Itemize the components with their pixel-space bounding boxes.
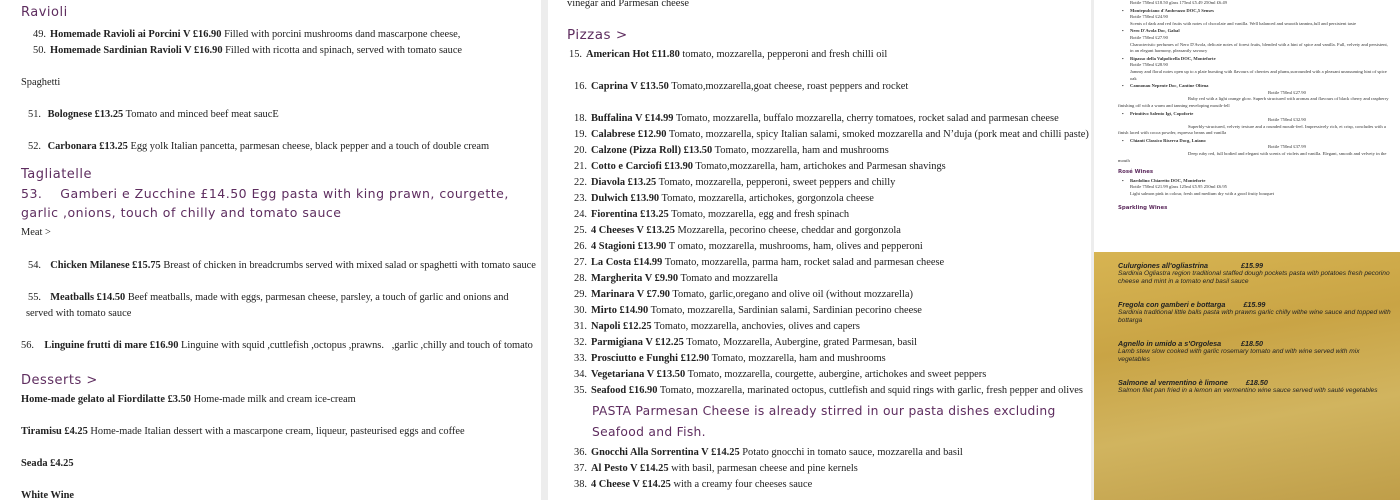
menu-item — [21, 338, 533, 354]
item-number: 27. — [574, 257, 587, 268]
white-wine-heading-cut: White Wine — [21, 490, 75, 500]
item-name: Marinara V £7.90 — [591, 289, 670, 300]
wine-name: • Ripasso della Valpolicella DOC, Monteforte — [1118, 56, 1390, 63]
rose-wines-heading: Rosé Wines — [1118, 169, 1154, 176]
item-number: 16. — [574, 81, 587, 92]
item-desc: Tomato, mozzarella, anchovies, olives and capers — [654, 321, 860, 332]
menu-item — [21, 139, 527, 155]
item-number: 37. — [574, 463, 587, 474]
dish-price: £15.99 — [1243, 300, 1266, 309]
item-desc: Tomato, mozzarella, buffalo mozzarella, cherry tomatoes, rocket salad and parmesan cheese — [675, 113, 1059, 124]
menu-item — [572, 159, 1081, 175]
menu-item — [572, 367, 1081, 383]
item-desc: Filled with porcini mushrooms dand mascarpone cheese, — [224, 29, 461, 40]
item-number: 25. — [574, 225, 587, 236]
item-desc: Tomato, mozzarella, Sardinian salami, Sardinian pecorino cheese — [650, 305, 922, 316]
spaghetti-label: Spaghetti — [21, 77, 61, 88]
item-name: Tiramisu £4.25 — [21, 426, 88, 437]
item-desc: Potato gnocchi in tomato sauce, mozzarella and basil — [742, 447, 963, 458]
item-number: 21. — [574, 161, 587, 172]
item-name: Al Pesto V £14.25 — [591, 463, 669, 474]
item-desc: Tomato, mozzarella, egg and fresh spinach — [671, 209, 850, 220]
item-name: 4 Cheeses V £13.25 — [591, 225, 675, 236]
item-desc: Tomato, garlic,oregano and olive oil (without mozzarella) — [672, 289, 913, 300]
dish-price: £18.50 — [1241, 339, 1263, 348]
menu-item — [572, 79, 1081, 95]
item-number: 22. — [574, 177, 587, 188]
item-number: 15. — [569, 49, 582, 60]
item-number: 19. — [574, 129, 587, 140]
sardinian-specials-page — [1094, 252, 1400, 500]
wine-name: • Nero D'Avola Doc, Gabal — [1118, 28, 1390, 35]
item-name: Home-made gelato al Fiordilatte £3.50 — [21, 394, 191, 405]
item-desc: T omato, mozzarella, mushrooms, ham, olives and pepperoni — [668, 241, 923, 252]
wine-name: • Cannonau Nepente Doc, Cantine Oliena — [1118, 83, 1390, 90]
item-desc: Egg yolk Italian pancetta, parmesan cheese, black pepper and a touch of double cream — [130, 141, 490, 152]
menu-item — [572, 207, 1081, 223]
item-name: Napoli £12.25 — [591, 321, 652, 332]
dish-name: Culurgiones all'ogliastrina — [1118, 261, 1208, 270]
item-number: 33. — [574, 353, 587, 364]
wine-text: Bottle 750ml £21.99 glass 125ml £5.95 250ml £6.95 — [1130, 184, 1227, 190]
menu-item — [572, 175, 1081, 191]
item-number: 34. — [574, 369, 587, 380]
dish-title — [1118, 262, 1392, 270]
ravioli-heading: Ravioli — [21, 5, 68, 20]
item-number: 36. — [574, 447, 587, 458]
item-desc: Mozzarella, pecorino cheese, cheddar and gorgonzola — [677, 225, 901, 236]
wine-name: • Montepulciano d'Ambruzzo DOC,5 Senses — [1118, 8, 1390, 15]
menu-item — [31, 27, 527, 43]
menu-item — [21, 392, 527, 408]
special-dish — [1118, 262, 1392, 286]
wine-price: Bottle 750ml £27.90 — [1268, 89, 1306, 95]
item-number: 55. — [28, 292, 41, 303]
item-desc: Linguine with squid ,cuttlefish ,octopus ,prawns. ,garlic ,chilly and touch of tomato — [181, 340, 533, 351]
wine-text: Bottle 750ml £28.90 — [1130, 62, 1168, 68]
item-name: Seada £4.25 — [21, 458, 74, 469]
item-name: Calabrese £12.90 — [591, 129, 667, 140]
menu-item — [572, 271, 1081, 287]
item-number: 30. — [574, 305, 587, 316]
menu-item — [31, 43, 527, 59]
item-name: Buffalina V £14.99 — [591, 113, 674, 124]
menu-item — [21, 107, 527, 123]
menu-item — [572, 477, 1081, 493]
menu-item — [572, 445, 1081, 461]
menu-item — [567, 47, 1081, 63]
dish-desc: Salmon filet pan fried in a lemon an vermentino wine sauce served with sauté vegetables — [1118, 387, 1378, 394]
menu-item — [572, 383, 1081, 399]
wine-price: Bottle 750ml £32.90 — [1268, 117, 1306, 123]
item-desc: Filled with ricotta and spinach, served with tomato sauce — [225, 45, 463, 56]
item-name: Diavola £13.25 — [591, 177, 657, 188]
tagliatelle-item: 53. Gamberi e Zucchine £14.50 Egg pasta with king prawn, courgette, garlic ,onions, touch of chilly and tomato sauce — [21, 186, 514, 220]
dish-title — [1118, 301, 1392, 309]
wine-price: Bottle 750ml £37.99 — [1268, 144, 1306, 150]
item-number: 52. — [28, 141, 41, 152]
item-name: Fiorentina £13.25 — [591, 209, 669, 220]
menu-item — [572, 143, 1081, 159]
menu-item — [572, 191, 1081, 207]
dish-price: £18.50 — [1245, 378, 1268, 387]
item-number: 49. — [33, 29, 46, 40]
item-desc: Tomato, mozzarella, pepperoni, sweet peppers and chilly — [658, 177, 896, 188]
menu-item — [572, 303, 1081, 319]
item-name: 4 Stagioni £13.90 — [591, 241, 667, 252]
item-name: Carbonara £13.25 — [47, 141, 128, 152]
item-name: Meatballs £14.50 — [50, 292, 126, 303]
tagliatelle-heading: Tagliatelle — [21, 167, 93, 182]
item-desc: Beef meatballs, made with eggs, parmesan cheese, parsley, a touch of garlic and onions and served with tomato sauce — [26, 292, 509, 319]
item-desc: tomato, mozzarella, pepperoni and fresh chilli oil — [682, 49, 888, 60]
item-name: Homemade Ravioli ai Porcini V £16.90 — [50, 29, 222, 40]
item-number: 24. — [574, 209, 587, 220]
item-desc: Tomato and minced beef meat saucE — [125, 109, 279, 120]
item-name: Gnocchi Alla Sorrentina V £14.25 — [591, 447, 740, 458]
item-number: 28. — [574, 273, 587, 284]
wine-text: Jammy and floral notes open up to a plate bursting with flavours of cherries and plums,surrounded with a pleasant unassuming hint of spice oak — [1130, 68, 1387, 81]
menu-item — [572, 335, 1081, 351]
item-name: Bolognese £13.25 — [47, 109, 124, 120]
item-name: Prosciutto e Funghi £12.90 — [591, 353, 710, 364]
dish-title — [1118, 340, 1392, 348]
wine-text: Bottle 750ml £18.50 glass 175ml £5.49 250ml £6.49 — [1130, 0, 1227, 5]
item-name: La Costa £14.99 — [591, 257, 663, 268]
wine-name: • Chianti Classico Riserva Docg, Luiano — [1118, 138, 1390, 145]
menu-page-left — [0, 0, 541, 500]
wine-list-page — [1094, 0, 1400, 252]
wine-text: Characteristic perfumes of Nero D'Avola, delicate notes of forest fruits, blended with a hint of spice and vanilla. Full, velvety and persistent, in an elegant harmony, pleasantly savoury — [1130, 41, 1388, 54]
item-name: Linguine frutti di mare £16.90 — [44, 340, 179, 351]
wine-text: Light salmon pink in colour, fresh and medium dry with a good fruity bouquet — [1130, 191, 1274, 197]
item-name: Homemade Sardinian Ravioli V £16.90 — [50, 45, 223, 56]
item-number: 26. — [574, 241, 587, 252]
pasta-notice: PASTA Parmesan Cheese is already stirred in our pasta dishes excluding Seafood and Fish. — [592, 404, 1056, 439]
menu-page-middle — [548, 0, 1091, 500]
special-dish — [1118, 301, 1392, 325]
item-desc: Home-made milk and cream ice-cream — [193, 394, 356, 405]
wine-desc: Superbly-structured, velvety texture and a rounded mouth-feel. Impressively rich, et crisp, concludes with a finish laced with cocoa powder, espresso beans and vanilla — [1118, 123, 1386, 136]
menu-item — [572, 239, 1081, 255]
menu-item — [572, 127, 1089, 143]
dish-price: £15.99 — [1241, 261, 1263, 270]
item-name: Cotto e Carciofi £13.90 — [591, 161, 693, 172]
dish-desc: Lamb stew slow cooked with garlic rosemary tomato and with wine served with mix vegetables — [1118, 348, 1360, 363]
item-number: 18. — [574, 113, 587, 124]
item-name: Margherita V £9.90 — [591, 273, 679, 284]
item-number: 35. — [574, 385, 587, 396]
item-desc: with a creamy four cheeses sauce — [673, 479, 813, 490]
menu-item — [21, 424, 527, 440]
dish-name: Agnello in umido a s'Orgolesa — [1118, 339, 1222, 348]
item-desc: with basil, parmesan cheese and pine kernels — [671, 463, 858, 474]
dish-desc: Sardinia traditional little balls pasta with prawns garlic chilly withe wine sauce and topped with bottarga — [1118, 309, 1391, 324]
pizzas-heading[interactable]: Pizzas > — [567, 27, 628, 43]
item-desc: Tomato,mozzarella,goat cheese, roast peppers and rocket — [671, 81, 909, 92]
wine-desc: Ruby red with a light orange glow. Superb structured with aromas and flavours of black cherry and raspberry finishing off with a warm and tanning enveloping mouth-fell — [1118, 96, 1389, 108]
item-name: Mirto £14.90 — [591, 305, 649, 316]
special-dish — [1118, 379, 1392, 395]
item-number: 51. — [28, 109, 41, 120]
item-number: 29. — [574, 289, 587, 300]
desserts-heading[interactable]: Desserts > — [21, 373, 98, 388]
wine-name: • Bardolino Chiaretto DOC, Monteforte — [1118, 178, 1390, 185]
item-name: Seafood £16.90 — [591, 385, 658, 396]
item-number: 20. — [574, 145, 587, 156]
dish-title — [1118, 379, 1392, 387]
item-desc: Tomato, mozzarella, courgette, aubergine, artichokes and sweet peppers — [687, 369, 987, 380]
item-desc: Tomato, mozzarella, ham and mushrooms — [714, 145, 889, 156]
item-name: Dulwich £13.90 — [591, 193, 660, 204]
menu-item — [572, 223, 1081, 239]
item-number: 38. — [574, 479, 587, 490]
item-name: 4 Cheese V £14.25 — [591, 479, 671, 490]
item-name: Parmigiana V £12.25 — [591, 337, 684, 348]
menu-item — [572, 351, 1081, 367]
meat-link[interactable]: Meat > — [21, 227, 51, 238]
item-name: American Hot £11.80 — [586, 49, 680, 60]
menu-item — [572, 461, 1081, 477]
wine-text: Bottle 750ml £27.90 — [1130, 34, 1168, 40]
menu-item — [572, 111, 1081, 127]
wine-text: Scents of dark and red fruits with notes of chocolate and vanilla. Well balanced and smooth tannins,full and persistent taste — [1130, 20, 1356, 26]
item-number: 54. — [28, 260, 41, 271]
item-desc: Tomato, Mozzarella, Aubergine, grated Parmesan, basil — [686, 337, 918, 348]
item-name: Vegetariana V £13.50 — [591, 369, 686, 380]
item-desc: Tomato,mozzarella, ham, artichokes and Parmesan shavings — [695, 161, 946, 172]
wine-text: Bottle 750ml £24.90 — [1130, 14, 1168, 20]
item-number: 50. — [33, 45, 46, 56]
menu-item — [572, 287, 1081, 303]
item-desc: Tomato, mozzarella, spicy Italian salami, smoked mozzarella and N’duja (pork meat and chilli paste) — [668, 129, 1089, 140]
item-desc: Tomato, mozzarella, parma ham, rocket salad and parmesan cheese — [664, 257, 945, 268]
sparkling-wines-heading: Sparkling Wines — [1118, 204, 1168, 211]
item-number: 31. — [574, 321, 587, 332]
item-name: Chicken Milanese £15.75 — [50, 260, 161, 271]
dish-name: Salmone al vermentino è limone — [1118, 378, 1228, 387]
item-number: 32. — [574, 337, 587, 348]
item-desc: Tomato, mozzarella, ham and mushrooms — [711, 353, 886, 364]
dish-desc: Sardinia Ogliastra region traditional staffed dough pockets pasta with potatoes fresh pecorino cheese and mint in a tomato end basil sauce — [1118, 270, 1390, 285]
menu-item — [572, 255, 1081, 271]
item-desc: Tomato, mozzarella, artichokes, gorgonzola cheese — [661, 193, 874, 204]
dish-name: Fregola con gamberi e bottarga — [1118, 300, 1226, 309]
wine-desc: Deep ruby red, full bodied and elegant with scents of violets and vanilla. Elegant, smooth and velvety in the mouth — [1118, 151, 1387, 163]
item-number: 23. — [574, 193, 587, 204]
cut-text: vinegar and Parmesan cheese — [567, 0, 690, 9]
menu-item — [21, 258, 536, 274]
item-name: Calzone (Pizza Roll) £13.50 — [591, 145, 713, 156]
item-desc: Tomato and mozzarella — [680, 273, 778, 284]
item-desc: Breast of chicken in breadcrumbs served with mixed salad or spaghetti with tomato sauce — [163, 260, 536, 271]
item-desc: Home-made Italian dessert with a mascarpone cream, liqueur, pasteurised eggs and coffee — [90, 426, 465, 437]
item-name: Caprina V £13.50 — [591, 81, 669, 92]
menu-item — [21, 456, 527, 472]
menu-item — [21, 290, 527, 322]
wine-name: • Primitivo Salento Igt, Copoforte — [1118, 111, 1390, 118]
item-desc: Tomato, mozzarella, marinated octopus, cuttlefish and squid rings with garlic, fresh pepper and olives — [659, 385, 1083, 396]
menu-item — [572, 319, 1081, 335]
special-dish — [1118, 340, 1392, 364]
item-number: 56. — [21, 340, 34, 351]
